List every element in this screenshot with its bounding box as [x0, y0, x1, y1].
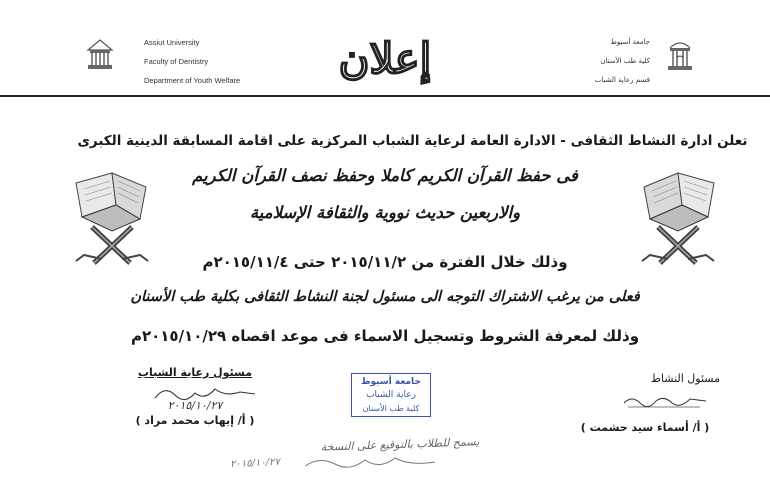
- activity-officer-name: ( أ/ أسماء سيد حشمت ): [580, 421, 710, 434]
- announcement-line-4: وذلك خلال الفترة من ٢٠١٥/١١/٢ حتى ٢٠١٥/١١/٤م: [202, 253, 568, 271]
- quran-stand-left: [62, 165, 162, 270]
- youth-welfare-officer-title: مسئول رعاية الشباب: [137, 366, 253, 379]
- youth-welfare-signature-date: ٢٠١٥/١٠/٢٧: [167, 399, 223, 412]
- stamp-line-1: جامعة أسيوط: [361, 377, 421, 387]
- university-logo-left: [86, 38, 114, 72]
- faculty-name-ar: كلية طب الأسنان: [600, 57, 650, 65]
- header-divider: [0, 95, 770, 97]
- youth-welfare-signature-scribble: [150, 383, 260, 405]
- quran-stand-right: [628, 165, 728, 270]
- announcement-line-2: فى حفظ القرآن الكريم كاملا وحفظ نصف القرآن الكريم: [192, 166, 578, 185]
- announcement-title: إعلان: [338, 33, 432, 83]
- announcement-line-1: تعلن ادارة النشاط الثقافى - الادارة العامة لرعاية الشباب المركزية على اقامة المسابقة الدينية الكبرى: [77, 133, 748, 149]
- handwritten-note: يسمح للطلاب بالتوقيع على النسخة: [320, 435, 480, 454]
- announcement-line-6: وذلك لمعرفة الشروط وتسجيل الاسماء فى موعد اقصاه ٢٠١٥/١٠/٢٩م: [130, 327, 640, 345]
- announcement-line-5: فعلى من يرغب الاشتراك التوجه الى مسئول لجنة النشاط الثقافى بكلية طب الأسنان: [130, 289, 640, 305]
- handwritten-note-signature: [300, 452, 440, 474]
- handwritten-note-date: ٢٠١٥/١٠/٢٧: [229, 456, 281, 471]
- announcement-line-3: والاربعين حديث نووية والثقافة الإسلامية: [249, 203, 521, 222]
- university-name-en: Assiut University: [144, 38, 200, 47]
- english-header: [144, 33, 240, 90]
- faculty-name-en: Faculty of Dentistry: [144, 57, 209, 66]
- department-name-ar: قسم رعاية الشباب: [594, 76, 650, 84]
- university-name-ar: جامعة أسيوط: [610, 38, 650, 46]
- youth-welfare-officer-name: ( أ/ إيهاب محمد مراد ): [135, 414, 255, 427]
- arabic-header: [560, 33, 650, 90]
- stamp-line-2: رعاية الشباب: [366, 390, 416, 400]
- activity-signature-scribble: [620, 391, 710, 413]
- department-name-en: Department of Youth Welfare: [144, 76, 241, 85]
- stamp-line-3: كلية طب الأسنان: [362, 404, 420, 413]
- activity-officer-title: مسئول النشاط: [650, 372, 720, 385]
- university-logo-right: [666, 38, 694, 74]
- official-stamp: [351, 373, 431, 417]
